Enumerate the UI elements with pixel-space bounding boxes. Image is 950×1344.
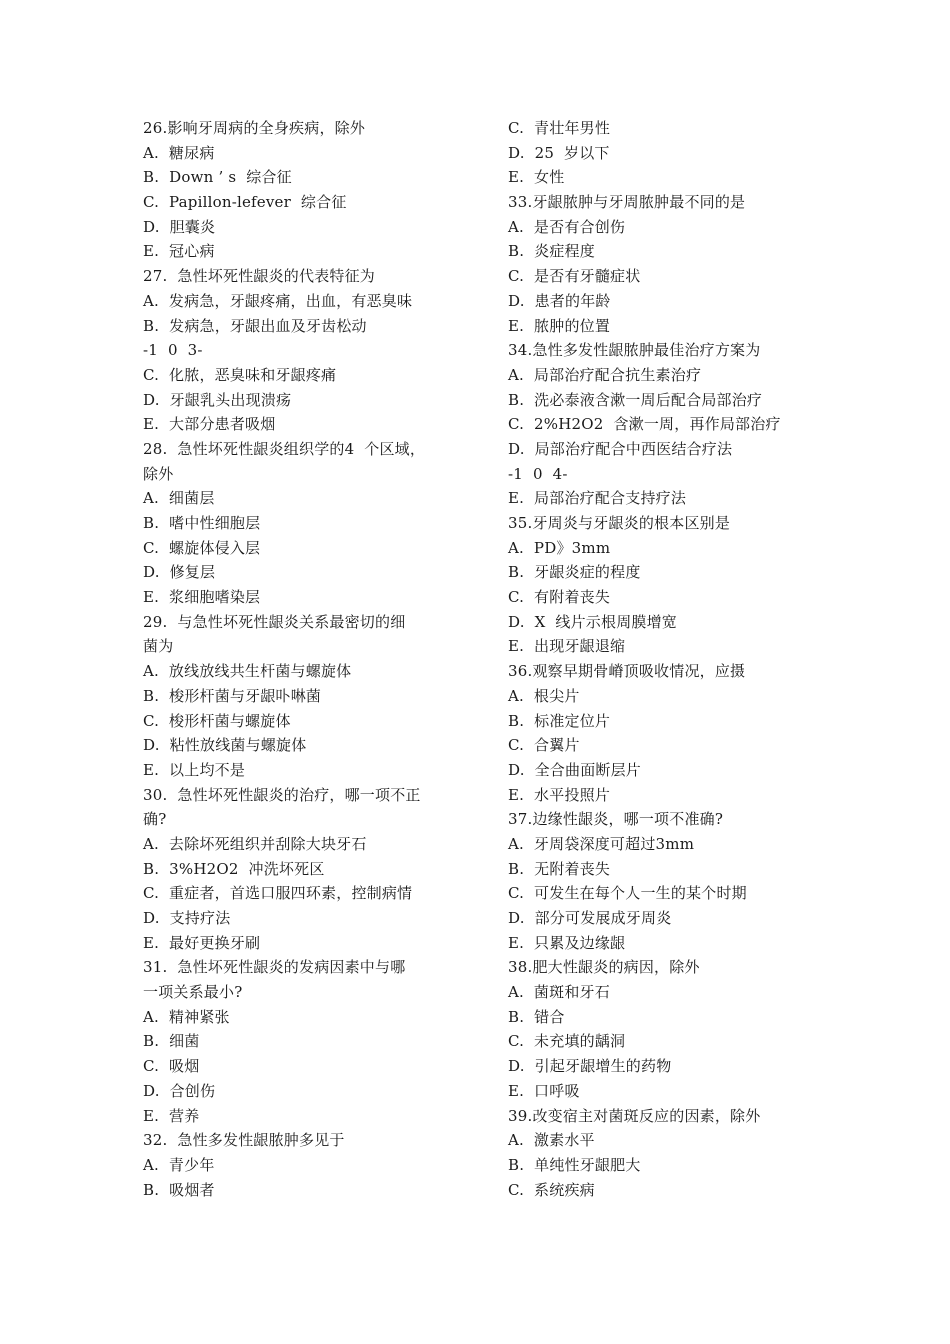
left-column-line: A. 精神紧张 [143,1007,230,1026]
right-column-line: E. 口呼吸 [508,1081,580,1100]
left-column-line: B. 发病急，牙龈出血及牙齿松动 [143,316,367,335]
right-column-line: E. 只累及边缘龈 [508,933,626,952]
left-column-line: 32. 急性多发性龈脓肿多见于 [143,1131,345,1150]
right-column-line: C. 有附着丧失 [508,588,611,607]
right-column-line: C. 可发生在每个人一生的某个时期 [508,884,747,903]
left-column-line: 一项关系最小? [143,983,243,1002]
right-column-line: D. 25 岁以下 [508,143,610,162]
right-column-line: A. 根尖片 [508,686,580,705]
right-column-line: B. 单纯性牙龈肥大 [508,1155,641,1174]
left-column [143,116,443,1202]
right-column-line: B. 无附着丧失 [508,859,611,878]
right-column-line: E. 水平投照片 [508,785,611,804]
left-column-line: 确? [143,810,167,829]
right-column-line: A. 菌斑和牙石 [508,983,610,1002]
right-column-line: D. 部分可发展成牙周炎 [508,909,672,927]
right-column-line: C. 是否有牙髓症状 [508,267,641,286]
left-column-line: C. 螺旋体侵入层 [143,538,261,557]
left-column-line: D. 胆囊炎 [143,217,216,236]
right-column-line: D. 引起牙龈增生的药物 [508,1057,672,1076]
right-column-line: C. 2%H2O2 含漱一周，再作局部治疗 [508,415,781,434]
left-column-line: B. 吸烟者 [143,1180,215,1199]
left-column-line: E. 大部分患者吸烟 [143,415,276,434]
right-column-line: C. 未充填的龋洞 [508,1032,626,1051]
right-column-line: 38.肥大性龈炎的病因，除外 [508,958,700,977]
right-column-line: A. 激素水平 [508,1131,595,1150]
right-column-line: D. 患者的年龄 [508,291,611,310]
right-column-line: C. 青壮年男性 [508,119,611,137]
right-column-line: 35.牙周炎与牙龈炎的根本区别是 [508,514,731,532]
left-column-line: D. 粘性放线菌与螺旋体 [143,736,307,755]
left-column-line: B. 3%H2O2 冲洗坏死区 [143,859,325,878]
right-column-line: 33.牙龈脓肿与牙周脓肿最不同的是 [508,193,746,212]
right-column-line: D. 局部治疗配合中西医结合疗法 [508,439,733,458]
left-column-line: C. 重症者，首选口服四环素，控制病情 [143,884,413,903]
left-column-line: E. 浆细胞嗜染层 [143,588,261,607]
right-column-line: C. 系统疾病 [508,1180,595,1199]
left-column-line: 31. 急性坏死性龈炎的发病因素中与哪 [143,958,406,977]
left-column-line: C. 吸烟 [143,1057,200,1076]
right-column-line: B. 标准定位片 [508,711,611,730]
left-column-line: A. 细菌层 [143,489,215,508]
right-column-line: A. 局部治疗配合抗生素治疗 [508,365,702,384]
left-column-line: C. Papillon-lefever 综合征 [143,193,347,212]
left-column-line: A. 糖尿病 [143,143,215,162]
right-column-line: D. 全合曲面断层片 [508,760,641,779]
right-column-line: C. 合翼片 [508,736,580,755]
left-column-line: A. 去除坏死组织并刮除大块牙石 [143,834,367,853]
left-column-line: 菌为 [143,637,174,656]
right-column-line: E. 出现牙龈退缩 [508,637,626,656]
left-column-line: B. 梭形杆菌与牙龈卟啉菌 [143,686,322,705]
left-column-line: 29. 与急性坏死性龈炎关系最密切的细 [143,612,406,631]
right-column-line: E. 脓肿的位置 [508,316,611,335]
left-column-line: E. 最好更换牙刷 [143,933,261,952]
right-column-line: B. 洗必泰液含漱一周后配合局部治疗 [508,390,763,409]
left-column-line: -1 0 3- [143,341,203,360]
left-column-line: E. 营养 [143,1106,200,1125]
right-column-line: E. 女性 [508,168,565,187]
left-column-line: 27. 急性坏死性龈炎的代表特征为 [143,267,375,286]
right-column-line: 39.改变宿主对菌斑反应的因素，除外 [508,1106,761,1125]
left-column-line: A. 发病急，牙龈疼痛，出血，有恶臭味 [143,291,413,310]
right-column-line: A. 牙周袋深度可超过3mm [508,834,695,853]
right-column-line: 34.急性多发性龈脓肿最佳治疗方案为 [508,341,761,360]
right-column-line: -1 0 4- [508,464,568,483]
right-column [508,116,808,1202]
right-column-line: D. X 线片示根周膜增宽 [508,612,678,631]
right-column-line: B. 炎症程度 [508,242,595,261]
right-column-line: 36.观察早期骨嵴顶吸收情况，应摄 [508,662,746,681]
left-column-line: D. 修复层 [143,563,216,582]
left-column-line: 除外 [143,464,174,483]
left-column-line: A. 放线放线共生杆菌与螺旋体 [143,662,352,681]
left-column-line: D. 牙龈乳头出现溃疡 [143,390,292,409]
left-column-line: A. 青少年 [143,1155,215,1174]
left-column-line: B. 细菌 [143,1032,200,1051]
left-column-line: E. 以上均不是 [143,760,246,779]
left-column-line: 30. 急性坏死性龈炎的治疗，哪一项不正 [143,785,421,804]
left-column-line: C. 化脓，恶臭味和牙龈疼痛 [143,365,337,384]
right-column-line: B. 错合 [508,1007,565,1026]
left-column-line: 26.影响牙周病的全身疾病，除外 [143,119,366,137]
right-column-line: E. 局部治疗配合支持疗法 [508,489,687,508]
left-column-line: D. 合创伤 [143,1081,216,1100]
left-column-line: B. 嗜中性细胞层 [143,514,261,532]
left-column-line: C. 梭形杆菌与螺旋体 [143,711,291,730]
right-column-line: A. 是否有合创伤 [508,217,626,236]
right-column-line: B. 牙龈炎症的程度 [508,563,641,582]
right-column-line: 37.边缘性龈炎，哪一项不准确? [508,810,724,829]
right-column-line: A. PD》3mm [508,538,611,557]
left-column-line: 28. 急性坏死性龈炎组织学的4 个区域， [143,439,426,458]
left-column-line: E. 冠心病 [143,242,215,261]
left-column-line: D. 支持疗法 [143,909,231,927]
left-column-line: B. Down ’ s 综合征 [143,168,292,187]
